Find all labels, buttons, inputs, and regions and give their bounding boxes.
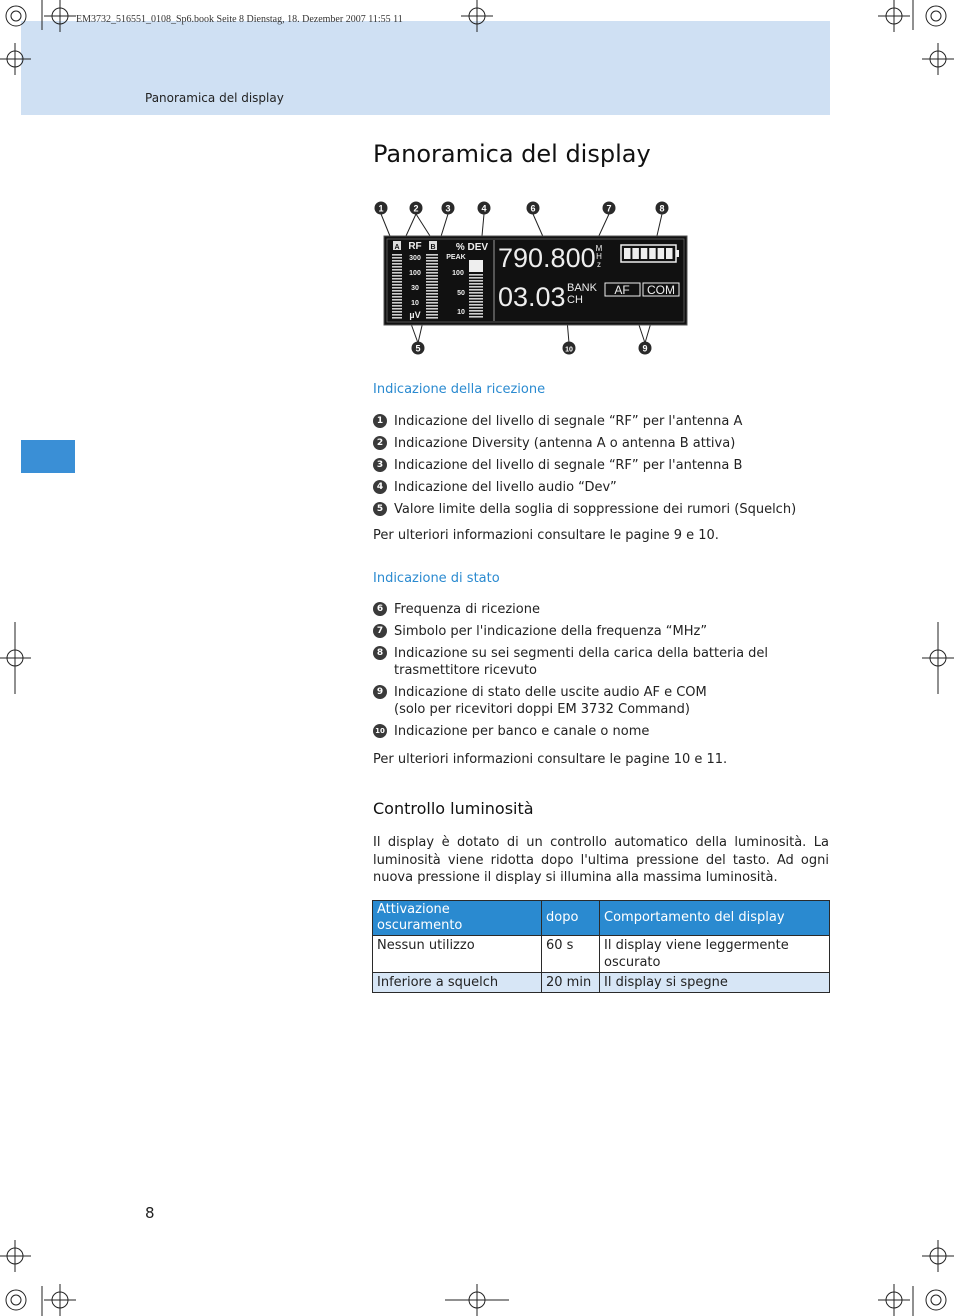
registration-target-icon — [0, 622, 31, 694]
dev-bar — [469, 274, 483, 318]
battery-segment — [666, 248, 673, 259]
status-note: Per ulteriori informazioni consultare le pagine 10 e 11. — [373, 752, 728, 767]
callout-marker — [527, 202, 540, 215]
dev-label: % DEV — [455, 242, 489, 253]
callout-marker — [410, 202, 423, 215]
callout-number: 8 — [373, 646, 387, 660]
rf-scale-300: 300 — [409, 255, 421, 262]
callout-marker — [603, 202, 616, 215]
callout-number: 1 — [373, 414, 387, 428]
bank-label: BANK — [567, 282, 597, 294]
svg-text:8: 8 — [659, 203, 665, 214]
callout-number: 7 — [373, 624, 387, 638]
rf-scale-30: 30 — [411, 285, 419, 292]
callout-number: 5 — [373, 502, 387, 516]
mhz-z: z — [597, 260, 601, 269]
svg-text:4: 4 — [481, 203, 487, 214]
peak-indicator — [469, 260, 483, 272]
registration-target-icon — [922, 43, 954, 75]
registration-target-icon — [44, 0, 76, 32]
mhz-m: M — [595, 244, 603, 253]
display-diagram — [370, 196, 700, 361]
registration-target-icon — [461, 0, 493, 32]
dev-scale-10: 10 — [457, 309, 465, 316]
list-item: 1 Indicazione del livello di segnale “RF” per l'antenna A — [373, 413, 833, 430]
callout-number: 4 — [373, 480, 387, 494]
brightness-heading: Controllo luminosità — [373, 799, 534, 818]
callout-number: 3 — [373, 458, 387, 472]
table-cell: Inferiore a squelch — [373, 973, 542, 993]
registration-target-icon — [44, 1284, 76, 1316]
battery-segment — [624, 248, 631, 259]
registration-target-icon — [926, 1290, 946, 1310]
registration-target-icon — [878, 1284, 910, 1316]
brightness-paragraph: Il display è dotato di un controllo automatico della luminosità. La luminosità viene ridotta dopo l'ultima pressione del tasto. Ad ogni nuova pressione il display si illumina alla massima luminosità. — [373, 835, 829, 885]
list-item: 7 Simbolo per l'indicazione della frequenza “MHz” — [373, 623, 833, 640]
list-item: 9 Indicazione di stato delle uscite audio AF e COM (solo per ricevitori doppi EM 3732 Command) — [373, 684, 833, 718]
svg-text:3: 3 — [445, 203, 451, 214]
dev-scale-50: 50 — [457, 290, 465, 297]
list-item: 10 Indicazione per banco e canale o nome — [373, 723, 833, 740]
status-heading: Indicazione di stato — [373, 571, 500, 586]
antenna-b-label: B — [430, 244, 436, 251]
svg-text:7: 7 — [606, 203, 612, 214]
callout-marker — [656, 202, 669, 215]
table-row — [373, 936, 830, 973]
svg-text:1: 1 — [378, 203, 384, 214]
callout-marker — [442, 202, 455, 215]
table-cell: Nessun utilizzo — [373, 936, 542, 973]
list-item: 6 Frequenza di ricezione — [373, 601, 833, 618]
registration-target-icon — [0, 43, 31, 75]
af-status: AF — [614, 283, 630, 297]
registration-target-icon — [6, 1290, 26, 1310]
registration-target-icon — [926, 6, 946, 26]
svg-text:10: 10 — [565, 346, 573, 354]
callout-marker — [478, 202, 491, 215]
callout-marker — [375, 202, 388, 215]
reception-note: Per ulteriori informazioni consultare le pagine 9 e 10. — [373, 528, 719, 543]
page-number: 8 — [145, 1204, 155, 1222]
registration-target-icon — [445, 1284, 509, 1316]
callout-number: 9 — [373, 685, 387, 699]
rf-scale-10: 10 — [411, 300, 419, 307]
registration-target-icon — [922, 622, 954, 694]
svg-text:2: 2 — [413, 203, 419, 214]
reception-heading: Indicazione della ricezione — [373, 382, 546, 397]
callout-number: 6 — [373, 602, 387, 616]
list-item: 3 Indicazione del livello di segnale “RF” per l'antenna B — [373, 457, 833, 474]
callout-marker — [412, 342, 425, 355]
table-cell: Il display si spegne — [600, 973, 830, 993]
registration-target-icon — [922, 1240, 954, 1272]
svg-text:5: 5 — [415, 343, 421, 354]
rf-unit: µV — [409, 310, 421, 320]
list-item: 5 Valore limite della soglia di soppressione dei rumori (Squelch) — [373, 501, 833, 518]
callout-marker — [563, 342, 576, 355]
callout-number: 10 — [373, 724, 387, 738]
com-status: COM — [647, 283, 675, 297]
peak-label: PEAK — [446, 254, 466, 261]
list-item: 8 Indicazione su sei segmenti della carica della batteria del trasmettitore ricevuto — [373, 645, 834, 679]
table-cell: 60 s — [542, 936, 600, 973]
brightness-table — [372, 900, 830, 993]
column-header: dopo — [542, 901, 600, 936]
page-title: Panoramica del display — [373, 140, 651, 168]
print-info: EM3732_516551_0108_Sp6.book Seite 8 Dienstag, 18. Dezember 2007 11:55 11 — [76, 14, 403, 25]
registration-target-icon — [878, 0, 910, 32]
table-cell: 20 min — [542, 973, 600, 993]
status-list — [373, 601, 833, 740]
table-row — [373, 973, 830, 993]
mhz-h: H — [596, 252, 602, 261]
battery-segment — [649, 248, 656, 259]
reception-list — [373, 413, 833, 518]
column-header: Attivazione oscuramento — [373, 901, 542, 936]
rf-label: RF — [408, 241, 422, 252]
list-item: 2 Indicazione Diversity (antenna A o antenna B attiva) — [373, 435, 833, 452]
battery-segment — [658, 248, 665, 259]
registration-target-icon — [6, 6, 26, 26]
svg-text:9: 9 — [642, 343, 648, 354]
antenna-a-label: A — [394, 244, 400, 251]
frequency-readout: 790.800 — [498, 243, 596, 273]
svg-text:6: 6 — [530, 203, 536, 214]
registration-target-icon — [0, 1240, 31, 1272]
dev-scale-100: 100 — [452, 270, 464, 277]
callout-marker — [639, 342, 652, 355]
column-header: Comportamento del display — [600, 901, 830, 936]
battery-segment — [641, 248, 648, 259]
callout-number: 2 — [373, 436, 387, 450]
ch-label: CH — [567, 294, 583, 306]
channel-readout: 03.03 — [498, 282, 566, 312]
rf-scale-100: 100 — [409, 270, 421, 277]
battery-segment — [632, 248, 639, 259]
table-cell: Il display viene leggermente oscurato — [600, 936, 830, 973]
table-header-row — [373, 901, 830, 936]
list-item: 4 Indicazione del livello audio “Dev” — [373, 479, 833, 496]
running-header: Panoramica del display — [145, 91, 284, 105]
